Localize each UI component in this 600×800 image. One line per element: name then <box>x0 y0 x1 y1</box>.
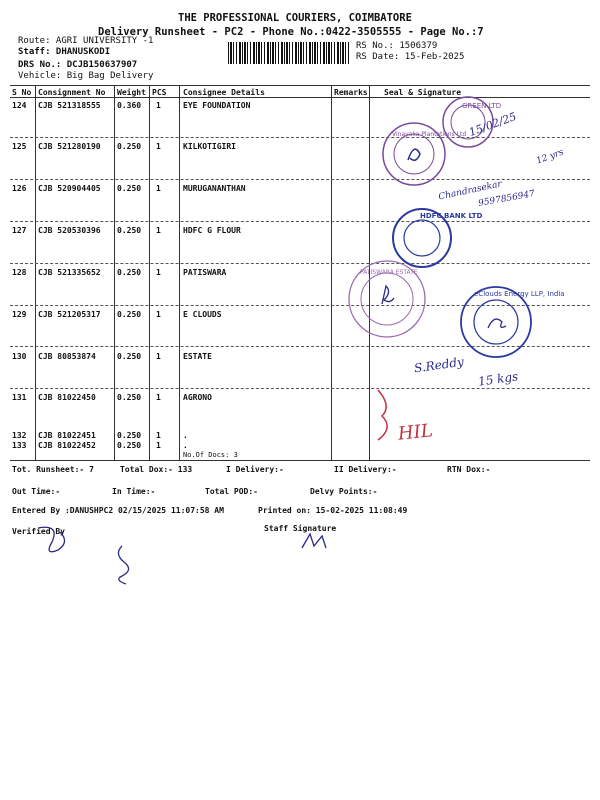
barcode <box>228 42 350 64</box>
total-pod: Total POD:- <box>205 487 258 496</box>
out-time: Out Time:- <box>12 487 61 496</box>
row-pcs: 1 <box>156 226 161 235</box>
i-delivery: I Delivery:- <box>226 465 284 474</box>
row-consignment: CJB 81022450 <box>38 393 96 402</box>
route: Route: AGRI UNIVERSITY -1 <box>18 36 154 46</box>
row-pcs: 1 <box>156 101 161 110</box>
row-consignee: . <box>183 441 188 450</box>
row-pcs: 1 <box>156 441 161 450</box>
row-pcs: 1 <box>156 184 161 193</box>
handwriting-date: 15/02/25 <box>467 109 519 140</box>
row-consignment: CJB 521280190 <box>38 142 101 151</box>
row-pcs: 1 <box>156 142 161 151</box>
rtn-dox: RTN Dox:- <box>447 465 491 474</box>
stamp-125-text: Vinayaka Plantations Ltd <box>392 131 467 138</box>
col-remarks: Remarks <box>334 88 368 97</box>
row-sno: 132 <box>12 431 27 440</box>
row-pcs: 1 <box>156 310 161 319</box>
row-sno: 128 <box>12 268 27 277</box>
stamp-128-text: PATISWARA ESTATE <box>360 269 418 276</box>
handwriting-phone: 9597856947 <box>477 189 536 209</box>
vehicle: Vehicle: Big Bag Delivery <box>18 71 154 81</box>
runsheet-title: Delivery Runsheet - PC2 - Phone No.:0422-3505555 - Page No.:7 <box>98 26 484 38</box>
ii-delivery: II Delivery:- <box>334 465 397 474</box>
row-consignment: CJB 521318555 <box>38 101 101 110</box>
row-weight: 0.250 <box>117 184 142 193</box>
row-sno: 129 <box>12 310 27 319</box>
row-consignee: KILKOTIGIRI <box>183 142 236 151</box>
stamp-129 <box>458 284 565 360</box>
rs-number: RS No.: 1506379 <box>356 41 438 51</box>
row-weight: 0.250 <box>117 352 142 361</box>
stamp-124-text: GREEN LTD <box>462 102 502 110</box>
row-weight: 0.250 <box>117 142 142 151</box>
row-consignment: CJB 521205317 <box>38 310 101 319</box>
col-pcs: PCS <box>152 88 167 97</box>
col-seal: Seal & Signature <box>384 88 462 97</box>
row-consignee: MURUGANANTHAN <box>183 184 246 193</box>
verified-signature <box>30 520 150 590</box>
staff: Staff: DHANUSKODI <box>18 47 111 57</box>
row-consignment: CJB 81022452 <box>38 441 96 450</box>
row-pcs: 1 <box>156 431 161 440</box>
row-pcs: 1 <box>156 268 161 277</box>
row-sno: 131 <box>12 393 27 402</box>
row-pcs: 1 <box>156 393 161 402</box>
row-sno: 125 <box>12 142 27 151</box>
staff-signature <box>296 530 336 554</box>
row-consignment: CJB 520530396 <box>38 226 101 235</box>
total-runsheet: Tot. Runsheet:- 7 <box>12 465 94 474</box>
col-sno: S No <box>12 88 32 97</box>
row-sno: 130 <box>12 352 27 361</box>
stamp-125 <box>380 120 467 188</box>
row-weight: 0.250 <box>117 393 142 402</box>
drs-number: DRS No.: DCJB150637907 <box>18 60 138 70</box>
row-consignment: CJB 520904405 <box>38 184 101 193</box>
entered-by: Entered By :DANUSHPC2 02/15/2025 11:07:58 AM <box>12 506 224 515</box>
row-consignee: PATISWARA <box>183 268 227 277</box>
row-consignment: CJB 81022451 <box>38 431 96 440</box>
in-time: In Time:- <box>112 487 156 496</box>
total-dox: Total Dox:- 133 <box>120 465 193 474</box>
stamp-129-text: eClouds Energy LLP, India <box>474 290 565 298</box>
row-consignee: . <box>183 431 188 440</box>
rs-date: RS Date: 15-Feb-2025 <box>356 52 465 62</box>
no-of-docs: No.Of Docs: 3 <box>183 451 238 459</box>
row-consignee: E CLOUDS <box>183 310 222 319</box>
row-consignee: AGRONO <box>183 393 212 402</box>
stamp-128 <box>346 258 428 340</box>
handwriting-name: Chandrasekar <box>437 179 503 203</box>
delvy-points: Delvy Points:- <box>310 487 378 496</box>
row-weight: 0.360 <box>117 101 142 110</box>
row-weight: 0.250 <box>117 226 142 235</box>
row-sno: 126 <box>12 184 27 193</box>
handwriting-weight: 15 kgs <box>477 369 519 389</box>
row-pcs: 1 <box>156 352 161 361</box>
col-consignee: Consignee Details <box>183 88 265 97</box>
row-sno: 124 <box>12 101 27 110</box>
col-weight: Weight <box>117 88 146 97</box>
row-weight: 0.250 <box>117 268 142 277</box>
row-weight: 0.250 <box>117 310 142 319</box>
red-bracket-mark <box>370 386 400 446</box>
row-consignment: CJB 521335652 <box>38 268 101 277</box>
col-consignment: Consignment No <box>38 88 106 97</box>
row-consignee: ESTATE <box>183 352 212 361</box>
row-consignment: CJB 80853874 <box>38 352 96 361</box>
row-weight: 0.250 <box>117 431 142 440</box>
handwriting-hil: HIL <box>396 420 434 445</box>
handwriting-note-130: S.Reddy <box>413 354 465 376</box>
handwriting-note: 12 yrs <box>535 147 566 167</box>
row-consignee: HDFC G FLOUR <box>183 226 241 235</box>
row-sno: 133 <box>12 441 27 450</box>
company-name: THE PROFESSIONAL COURIERS, COIMBATORE <box>178 12 412 24</box>
verified-by: Verified By <box>12 527 65 536</box>
stamp-127-text: HDFC BANK LTD <box>420 212 483 220</box>
row-weight: 0.250 <box>117 441 142 450</box>
row-consignee: EYE FOUNDATION <box>183 101 251 110</box>
staff-signature-label: Staff Signature <box>264 524 337 533</box>
row-sno: 127 <box>12 226 27 235</box>
printed-on: Printed on: 15-02-2025 11:08:49 <box>258 506 408 515</box>
